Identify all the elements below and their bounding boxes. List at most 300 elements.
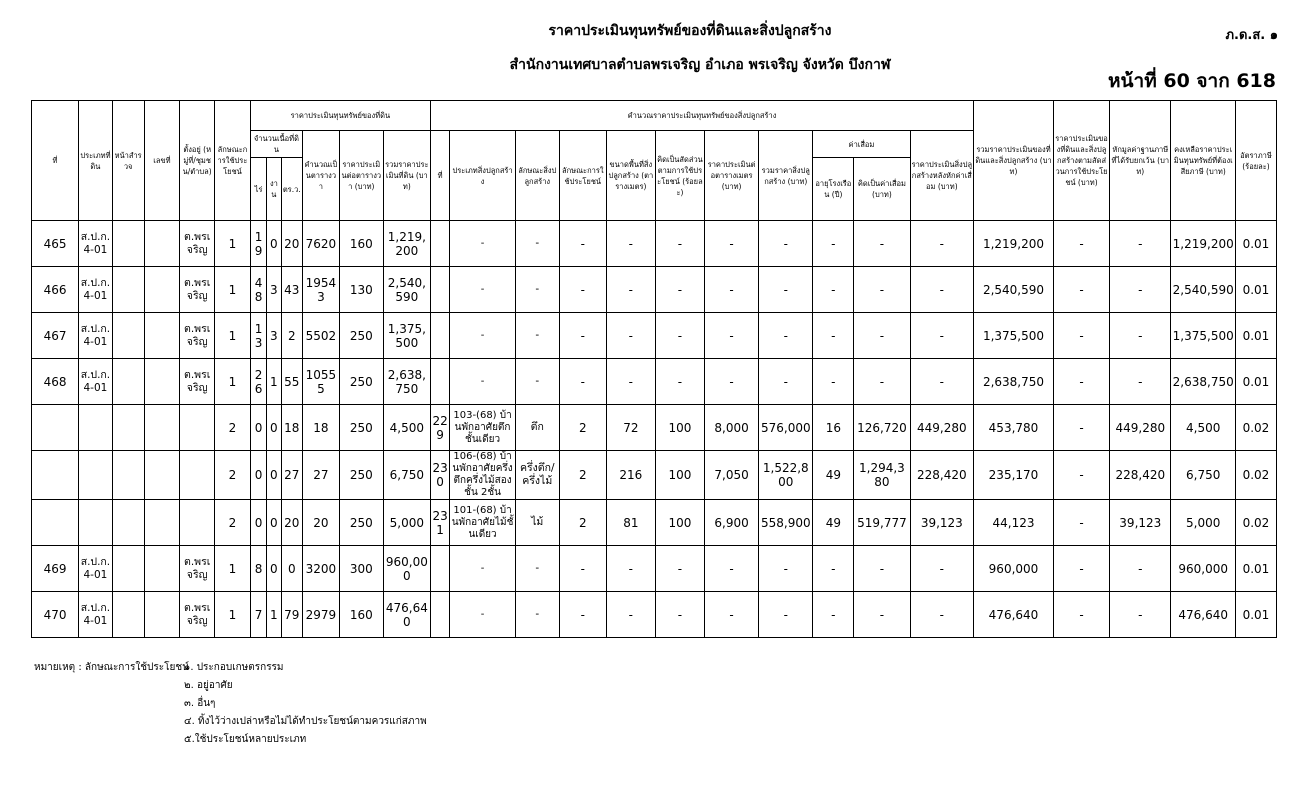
cell-location: ต.พรเจริญ — [180, 359, 215, 405]
cell-price-sqw: 250 — [339, 405, 383, 451]
cell-price-sqw: 160 — [339, 592, 383, 638]
cell-b-price: - — [704, 546, 758, 592]
cell-b-age: - — [813, 592, 854, 638]
cell-remain: 960,000 — [1171, 546, 1235, 592]
cell-b-price: 7,050 — [704, 451, 758, 500]
col-deduct: หักมูลค่าฐานภาษีที่ได้รับยกเว้น (บาท) — [1110, 101, 1171, 221]
cell-b-pct: - — [655, 359, 704, 405]
cell-b-area: - — [606, 313, 655, 359]
cell-location — [180, 405, 215, 451]
cell-prop-value: - — [1053, 359, 1109, 405]
cell-location: ต.พรเจริญ — [180, 221, 215, 267]
cell-price-sqw: 250 — [339, 451, 383, 500]
cell-b-kind: - — [515, 546, 559, 592]
col-survey-page: หน้าสำรวจ — [112, 101, 144, 221]
cell-land-total: 476,640 — [383, 592, 430, 638]
col-b-use: ลักษณะการใช้ประโยชน์ — [559, 131, 606, 221]
cell-b-type: 101-(68) บ้านพักอาศัยไม้ชั้นเดียว — [450, 500, 515, 546]
cell-location — [180, 451, 215, 500]
cell-rai: 8 — [250, 546, 266, 592]
cell-b-type: - — [450, 359, 515, 405]
cell-b-after: - — [910, 267, 974, 313]
cell-sum-total: 476,640 — [974, 592, 1054, 638]
cell-b-pct: - — [655, 221, 704, 267]
cell-rai: 0 — [250, 451, 266, 500]
cell-land-type — [79, 451, 113, 500]
cell-b-after: - — [910, 313, 974, 359]
cell-survey-page — [112, 221, 144, 267]
cell-ngan: 1 — [267, 592, 281, 638]
cell-b-no: 231 — [430, 500, 449, 546]
cell-wa: 55 — [281, 359, 302, 405]
table-row — [32, 592, 1277, 638]
cell-price-sqw: 250 — [339, 500, 383, 546]
cell-rai: 13 — [250, 313, 266, 359]
cell-b-age: - — [813, 221, 854, 267]
cell-area-sqw: 2979 — [303, 592, 340, 638]
cell-b-area: 81 — [606, 500, 655, 546]
notes-label: หมายเหตุ : ลักษณะการใช้ประโยชน์ — [34, 662, 189, 673]
cell-b-kind: ตึก — [515, 405, 559, 451]
cell-b-depr: - — [854, 313, 910, 359]
cell-wa: 18 — [281, 405, 302, 451]
cell-b-depr: - — [854, 267, 910, 313]
cell-remain: 2,540,590 — [1171, 267, 1235, 313]
col-b-after: ราคาประเมินสิ่งปลูกสร้างหลังหักค่าเสื่อม (บาท) — [910, 131, 974, 221]
cell-rate: 0.01 — [1235, 313, 1276, 359]
cell-remain: 6,750 — [1171, 451, 1235, 500]
cell-land-type: ส.ป.ก. 4-01 — [79, 592, 113, 638]
cell-b-no: 229 — [430, 405, 449, 451]
cell-price-sqw: 300 — [339, 546, 383, 592]
cell-land-total: 2,638,750 — [383, 359, 430, 405]
cell-deduct: - — [1110, 546, 1171, 592]
col-rate: อัตราภาษี (ร้อยละ) — [1235, 101, 1276, 221]
cell-land-type: ส.ป.ก. 4-01 — [79, 313, 113, 359]
cell-land-total: 4,500 — [383, 405, 430, 451]
cell-use: 1 — [215, 221, 251, 267]
cell-b-use: - — [559, 359, 606, 405]
col-land-total: รวมราคาประเมินที่ดิน (บาท) — [383, 131, 430, 221]
cell-number — [144, 267, 180, 313]
table-row — [32, 221, 1277, 267]
cell-area-sqw: 19543 — [303, 267, 340, 313]
cell-b-price: - — [704, 359, 758, 405]
cell-b-age: 49 — [813, 451, 854, 500]
cell-no: 467 — [32, 313, 79, 359]
cell-remain: 476,640 — [1171, 592, 1235, 638]
cell-b-depr: - — [854, 592, 910, 638]
cell-prop-value: - — [1053, 592, 1109, 638]
cell-deduct: 228,420 — [1110, 451, 1171, 500]
cell-area-sqw: 27 — [303, 451, 340, 500]
cell-rate: 0.01 — [1235, 592, 1276, 638]
cell-number — [144, 405, 180, 451]
cell-b-total: - — [759, 546, 813, 592]
cell-area-sqw: 3200 — [303, 546, 340, 592]
cell-b-depr: 1,294,380 — [854, 451, 910, 500]
col-wa: ตร.ว. — [281, 158, 302, 221]
cell-wa: 2 — [281, 313, 302, 359]
cell-number — [144, 546, 180, 592]
cell-location: ต.พรเจริญ — [180, 546, 215, 592]
cell-survey-page — [112, 592, 144, 638]
cell-survey-page — [112, 405, 144, 451]
cell-wa: 0 — [281, 546, 302, 592]
cell-number — [144, 451, 180, 500]
cell-b-use: - — [559, 592, 606, 638]
cell-land-type: ส.ป.ก. 4-01 — [79, 267, 113, 313]
cell-b-kind: - — [515, 221, 559, 267]
cell-b-after: 39,123 — [910, 500, 974, 546]
cell-b-age: - — [813, 313, 854, 359]
cell-area-sqw: 18 — [303, 405, 340, 451]
table-body — [32, 221, 1277, 638]
cell-b-price: - — [704, 267, 758, 313]
cell-ngan: 0 — [267, 500, 281, 546]
cell-b-price: 8,000 — [704, 405, 758, 451]
cell-b-total: 1,522,800 — [759, 451, 813, 500]
cell-b-total: 576,000 — [759, 405, 813, 451]
cell-b-no — [430, 546, 449, 592]
cell-b-no — [430, 359, 449, 405]
cell-rate: 0.01 — [1235, 221, 1276, 267]
cell-no: 468 — [32, 359, 79, 405]
cell-no: 466 — [32, 267, 79, 313]
cell-b-depr: 126,720 — [854, 405, 910, 451]
cell-deduct: 449,280 — [1110, 405, 1171, 451]
cell-b-age: - — [813, 546, 854, 592]
cell-land-total: 1,375,500 — [383, 313, 430, 359]
cell-use: 2 — [215, 405, 251, 451]
cell-b-use: 2 — [559, 451, 606, 500]
cell-deduct: - — [1110, 267, 1171, 313]
cell-b-use: - — [559, 313, 606, 359]
cell-use: 1 — [215, 359, 251, 405]
cell-area-sqw: 10555 — [303, 359, 340, 405]
cell-b-total: - — [759, 313, 813, 359]
cell-wa: 20 — [281, 500, 302, 546]
cell-b-after: 228,420 — [910, 451, 974, 500]
cell-location: ต.พรเจริญ — [180, 592, 215, 638]
col-b-no: ที่ — [430, 131, 449, 221]
cell-land-type: ส.ป.ก. 4-01 — [79, 359, 113, 405]
cell-land-total: 960,000 — [383, 546, 430, 592]
cell-prop-value: - — [1053, 267, 1109, 313]
cell-b-total: 558,900 — [759, 500, 813, 546]
cell-survey-page — [112, 267, 144, 313]
cell-rai: 0 — [250, 405, 266, 451]
cell-wa: 79 — [281, 592, 302, 638]
col-area-sqw: คำนวณเป็นตารางวา — [303, 131, 340, 221]
cell-b-area: 72 — [606, 405, 655, 451]
cell-b-kind: - — [515, 359, 559, 405]
cell-price-sqw: 160 — [339, 221, 383, 267]
cell-b-type: - — [450, 592, 515, 638]
cell-sum-total: 453,780 — [974, 405, 1054, 451]
office-name: สำนักงานเทศบาลตำบลพรเจริญ อำเภอ พรเจริญ จังหวัด บึงกาฬ — [509, 57, 891, 73]
cell-b-total: - — [759, 359, 813, 405]
cell-rate: 0.02 — [1235, 500, 1276, 546]
col-sum-total: รวมราคาประเมินของที่ดินและสิ่งปลูกสร้าง (บาท) — [974, 101, 1054, 221]
cell-use: 1 — [215, 267, 251, 313]
cell-remain: 2,638,750 — [1171, 359, 1235, 405]
cell-b-kind: - — [515, 313, 559, 359]
cell-b-kind: - — [515, 592, 559, 638]
cell-b-use: - — [559, 546, 606, 592]
cell-prop-value: - — [1053, 313, 1109, 359]
cell-b-depr: - — [854, 221, 910, 267]
cell-sum-total: 235,170 — [974, 451, 1054, 500]
cell-b-area: - — [606, 546, 655, 592]
col-price-sqw: ราคาประเมินต่อตารางวา (บาท) — [339, 131, 383, 221]
cell-b-total: - — [759, 592, 813, 638]
cell-survey-page — [112, 313, 144, 359]
cell-deduct: - — [1110, 592, 1171, 638]
cell-no — [32, 451, 79, 500]
col-ngan: งาน — [267, 158, 281, 221]
group-depreciation: ค่าเสื่อม — [813, 131, 910, 158]
cell-b-no — [430, 592, 449, 638]
cell-ngan: 1 — [267, 359, 281, 405]
cell-wa: 20 — [281, 221, 302, 267]
cell-rai: 26 — [250, 359, 266, 405]
cell-b-type: 103-(68) บ้านพักอาศัยตึกชั้นเดียว — [450, 405, 515, 451]
cell-land-type — [79, 500, 113, 546]
cell-b-kind: ครึ่งตึก/ครึ่งไม้ — [515, 451, 559, 500]
cell-area-sqw: 20 — [303, 500, 340, 546]
cell-b-after: 449,280 — [910, 405, 974, 451]
cell-b-type: - — [450, 267, 515, 313]
cell-b-type: - — [450, 313, 515, 359]
cell-ngan: 3 — [267, 267, 281, 313]
col-b-depr: คิดเป็นค่าเสื่อม (บาท) — [854, 158, 910, 221]
cell-no: 470 — [32, 592, 79, 638]
cell-rate: 0.01 — [1235, 546, 1276, 592]
cell-no — [32, 405, 79, 451]
page-number: หน้าที่ 60 จาก 618 — [1108, 70, 1276, 92]
cell-b-use: 2 — [559, 405, 606, 451]
cell-b-type: - — [450, 221, 515, 267]
cell-b-after: - — [910, 592, 974, 638]
cell-sum-total: 2,638,750 — [974, 359, 1054, 405]
cell-b-total: - — [759, 221, 813, 267]
col-remain: คงเหลือราคาประเมินทุนทรัพย์ที่ต้องเสียภาษี (บาท) — [1171, 101, 1235, 221]
cell-ngan: 0 — [267, 221, 281, 267]
cell-remain: 1,219,200 — [1171, 221, 1235, 267]
cell-rate: 0.02 — [1235, 405, 1276, 451]
cell-deduct: - — [1110, 221, 1171, 267]
cell-b-use: 2 — [559, 500, 606, 546]
cell-area-sqw: 5502 — [303, 313, 340, 359]
table-row — [32, 500, 1277, 546]
cell-rai: 48 — [250, 267, 266, 313]
report-title: ราคาประเมินทุนทรัพย์ของที่ดินและสิ่งปลูกสร้าง — [548, 23, 832, 39]
cell-b-use: - — [559, 221, 606, 267]
cell-use: 2 — [215, 500, 251, 546]
cell-area-sqw: 7620 — [303, 221, 340, 267]
cell-rai: 19 — [250, 221, 266, 267]
cell-b-after: - — [910, 546, 974, 592]
cell-b-pct: 100 — [655, 451, 704, 500]
col-use: ลักษณะการใช้ประโยชน์ — [215, 101, 251, 221]
table-row — [32, 405, 1277, 451]
cell-use: 1 — [215, 313, 251, 359]
cell-remain: 1,375,500 — [1171, 313, 1235, 359]
cell-b-depr: - — [854, 546, 910, 592]
cell-b-after: - — [910, 221, 974, 267]
note-item: ๑. ประกอบเกษตรกรรม — [184, 662, 284, 673]
cell-no: 469 — [32, 546, 79, 592]
cell-rate: 0.02 — [1235, 451, 1276, 500]
cell-b-pct: - — [655, 546, 704, 592]
group-area: จำนวนเนื้อที่ดิน — [250, 131, 302, 158]
cell-b-pct: 100 — [655, 405, 704, 451]
cell-location — [180, 500, 215, 546]
col-b-kind: ลักษณะสิ่งปลูกสร้าง — [515, 131, 559, 221]
cell-number — [144, 592, 180, 638]
cell-b-price: - — [704, 221, 758, 267]
cell-land-type: ส.ป.ก. 4-01 — [79, 221, 113, 267]
cell-prop-value: - — [1053, 500, 1109, 546]
cell-b-age: 49 — [813, 500, 854, 546]
col-prop-value: ราคาประเมินของที่ดินและสิ่งปลูกสร้างตามสัดส่วนการใช้ประโยชน์ (บาท) — [1053, 101, 1109, 221]
cell-b-no — [430, 221, 449, 267]
cell-number — [144, 359, 180, 405]
cell-ngan: 0 — [267, 451, 281, 500]
cell-ngan: 0 — [267, 546, 281, 592]
cell-wa: 43 — [281, 267, 302, 313]
cell-no — [32, 500, 79, 546]
cell-land-type — [79, 405, 113, 451]
cell-land-total: 6,750 — [383, 451, 430, 500]
cell-location: ต.พรเจริญ — [180, 313, 215, 359]
cell-survey-page — [112, 359, 144, 405]
cell-rate: 0.01 — [1235, 359, 1276, 405]
cell-b-pct: - — [655, 267, 704, 313]
cell-use: 2 — [215, 451, 251, 500]
cell-b-depr: - — [854, 359, 910, 405]
cell-location: ต.พรเจริญ — [180, 267, 215, 313]
cell-wa: 27 — [281, 451, 302, 500]
table-row — [32, 546, 1277, 592]
assessment-table — [31, 100, 1277, 638]
table-row — [32, 267, 1277, 313]
cell-rai: 0 — [250, 500, 266, 546]
cell-survey-page — [112, 451, 144, 500]
cell-b-kind: - — [515, 267, 559, 313]
cell-b-age: 16 — [813, 405, 854, 451]
cell-ngan: 0 — [267, 405, 281, 451]
cell-prop-value: - — [1053, 451, 1109, 500]
cell-survey-page — [112, 546, 144, 592]
cell-prop-value: - — [1053, 221, 1109, 267]
cell-sum-total: 960,000 — [974, 546, 1054, 592]
cell-prop-value: - — [1053, 546, 1109, 592]
cell-b-after: - — [910, 359, 974, 405]
cell-price-sqw: 250 — [339, 359, 383, 405]
col-no: ที่ — [32, 101, 79, 221]
cell-b-use: - — [559, 267, 606, 313]
col-b-type: ประเภทสิ่งปลูกสร้าง — [450, 131, 515, 221]
cell-rate: 0.01 — [1235, 267, 1276, 313]
cell-b-area: - — [606, 359, 655, 405]
cell-remain: 4,500 — [1171, 405, 1235, 451]
cell-remain: 5,000 — [1171, 500, 1235, 546]
cell-deduct: - — [1110, 313, 1171, 359]
cell-land-total: 1,219,200 — [383, 221, 430, 267]
cell-use: 1 — [215, 546, 251, 592]
cell-b-area: - — [606, 267, 655, 313]
col-b-area: ขนาดพื้นที่สิ่งปลูกสร้าง (ตารางเมตร) — [606, 131, 655, 221]
col-b-age: อายุโรงเรือน (ปี) — [813, 158, 854, 221]
cell-ngan: 3 — [267, 313, 281, 359]
cell-land-type: ส.ป.ก. 4-01 — [79, 546, 113, 592]
table-row — [32, 451, 1277, 500]
cell-b-type: - — [450, 546, 515, 592]
cell-sum-total: 1,219,200 — [974, 221, 1054, 267]
col-land-type: ประเภทที่ดิน — [79, 101, 113, 221]
cell-b-no — [430, 267, 449, 313]
note-item: ๕.ใช้ประโยชน์หลายประเภท — [184, 734, 307, 745]
note-item: ๔. ทิ้งไว้ว่างเปล่าหรือไม่ได้ทำประโยชน์ตามควรแก่สภาพ — [184, 716, 427, 727]
group-building: คำนวณราคาประเมินทุนทรัพย์ของสิ่งปลูกสร้าง — [430, 101, 973, 131]
cell-b-price: - — [704, 313, 758, 359]
cell-b-kind: ไม้ — [515, 500, 559, 546]
note-item: ๓. อื่นๆ — [184, 698, 216, 709]
cell-b-area: 216 — [606, 451, 655, 500]
col-b-price: ราคาประเมินต่อตารางเมตร (บาท) — [704, 131, 758, 221]
cell-price-sqw: 250 — [339, 313, 383, 359]
cell-use: 1 — [215, 592, 251, 638]
cell-b-depr: 519,777 — [854, 500, 910, 546]
note-item: ๒. อยู่อาศัย — [184, 680, 233, 691]
col-location: ตั้งอยู่ (หมู่ที่/ชุมชน/ตำบล) — [180, 101, 215, 221]
col-b-total: รวมราคาสิ่งปลูกสร้าง (บาท) — [759, 131, 813, 221]
group-land: ราคาประเมินทุนทรัพย์ของที่ดิน — [250, 101, 430, 131]
cell-sum-total: 1,375,500 — [974, 313, 1054, 359]
cell-sum-total: 2,540,590 — [974, 267, 1054, 313]
cell-price-sqw: 130 — [339, 267, 383, 313]
table-row — [32, 359, 1277, 405]
cell-prop-value: - — [1053, 405, 1109, 451]
cell-b-price: - — [704, 592, 758, 638]
cell-b-age: - — [813, 359, 854, 405]
cell-b-total: - — [759, 267, 813, 313]
cell-survey-page — [112, 500, 144, 546]
cell-b-pct: - — [655, 592, 704, 638]
col-rai: ไร่ — [250, 158, 266, 221]
cell-deduct: 39,123 — [1110, 500, 1171, 546]
cell-b-type: 106-(68) บ้านพักอาศัยครึ่งตึกครึ่งไม้สองชั้น 2ชั้น — [450, 451, 515, 500]
col-number: เลขที่ — [144, 101, 180, 221]
cell-sum-total: 44,123 — [974, 500, 1054, 546]
form-code: ภ.ด.ส. ๑ — [1225, 28, 1278, 43]
cell-land-total: 5,000 — [383, 500, 430, 546]
cell-b-pct: 100 — [655, 500, 704, 546]
cell-b-pct: - — [655, 313, 704, 359]
cell-b-area: - — [606, 592, 655, 638]
cell-land-total: 2,540,590 — [383, 267, 430, 313]
cell-number — [144, 221, 180, 267]
cell-b-age: - — [813, 267, 854, 313]
cell-number — [144, 313, 180, 359]
cell-b-area: - — [606, 221, 655, 267]
col-b-pct: คิดเป็นสัดส่วนตามการใช้ประโยชน์ (ร้อยละ) — [655, 131, 704, 221]
cell-number — [144, 500, 180, 546]
cell-deduct: - — [1110, 359, 1171, 405]
cell-b-no: 230 — [430, 451, 449, 500]
